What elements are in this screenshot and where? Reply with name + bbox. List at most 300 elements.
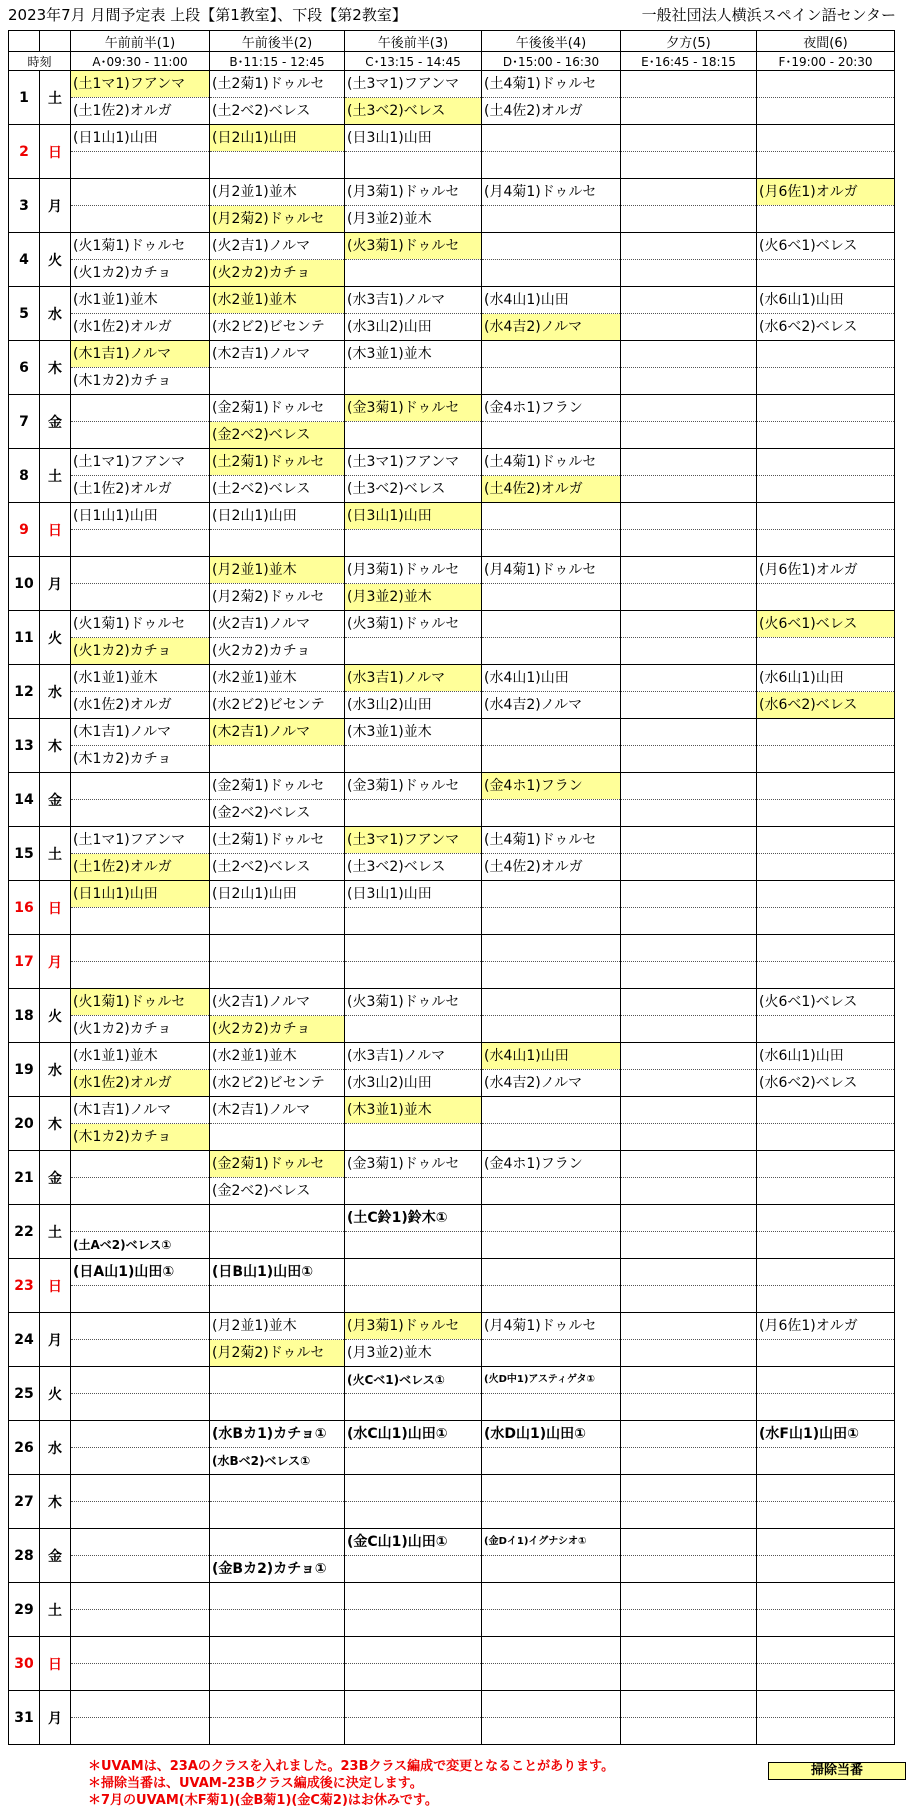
class-cell: (金2菊1)ドゥルセ <box>210 395 345 422</box>
class-cell: (火Cベ1)ベレス① <box>345 1367 482 1394</box>
class-cell: (火6ベ1)ベレス <box>757 989 895 1016</box>
class-cell: (土C鈴1)鈴木① <box>345 1205 482 1232</box>
class-cell <box>621 476 757 503</box>
class-cell <box>210 908 345 935</box>
class-cell <box>757 1178 895 1205</box>
class-cell <box>621 1475 757 1502</box>
weekday: 水 <box>40 287 71 341</box>
class-cell <box>71 1151 210 1178</box>
class-cell <box>345 1664 482 1691</box>
class-cell: (火1カ2)カチョ <box>71 638 210 665</box>
class-cell: (日2山1)山田 <box>210 503 345 530</box>
class-cell: (火1カ2)カチョ <box>71 1016 210 1043</box>
weekday: 月 <box>40 1691 71 1745</box>
weekday: 土 <box>40 71 71 125</box>
day-number: 3 <box>9 179 40 233</box>
day-number: 14 <box>9 773 40 827</box>
class-cell: (日A山1)山田① <box>71 1259 210 1286</box>
class-cell <box>345 1718 482 1745</box>
day-row-lower <box>9 1178 895 1205</box>
class-cell <box>757 1691 895 1718</box>
class-cell: (月3並2)並木 <box>345 1340 482 1367</box>
class-cell <box>621 773 757 800</box>
class-cell <box>757 260 895 287</box>
day-row-lower <box>9 746 895 773</box>
class-cell: (木1吉1)ノルマ <box>71 719 210 746</box>
day-number: 18 <box>9 989 40 1043</box>
class-cell <box>621 179 757 206</box>
weekday: 日 <box>40 125 71 179</box>
class-cell <box>757 368 895 395</box>
class-cell <box>482 1259 621 1286</box>
class-cell: (土3ベ2)ベレス <box>345 98 482 125</box>
class-cell <box>71 1610 210 1637</box>
class-cell <box>482 1286 621 1313</box>
class-cell: (水4吉2)ノルマ <box>482 1070 621 1097</box>
class-cell <box>482 935 621 962</box>
class-cell: (土1マ1)フアンマ <box>71 71 210 98</box>
class-cell: (土Aベ2)ベレス① <box>71 1232 210 1259</box>
day-row-upper <box>9 1043 895 1070</box>
class-cell <box>71 1637 210 1664</box>
day-row-upper <box>9 1475 895 1502</box>
class-cell <box>71 1178 210 1205</box>
class-cell: (日1山1)山田 <box>71 125 210 152</box>
day-row-upper <box>9 1691 895 1718</box>
class-cell <box>345 1691 482 1718</box>
class-cell <box>345 800 482 827</box>
class-cell <box>621 1367 757 1394</box>
day-row-upper <box>9 773 895 800</box>
day-row-upper <box>9 827 895 854</box>
day-row-upper <box>9 935 895 962</box>
day-number: 5 <box>9 287 40 341</box>
class-cell: (水6ベ2)ベレス <box>757 314 895 341</box>
class-cell: (火2カ2)カチョ <box>210 260 345 287</box>
class-cell <box>71 1367 210 1394</box>
day-number: 23 <box>9 1259 40 1313</box>
class-cell: (金Dイ1)イグナシオ① <box>482 1529 621 1556</box>
day-row-lower <box>9 152 895 179</box>
class-cell <box>621 746 757 773</box>
class-cell: (土1佐2)オルガ <box>71 854 210 881</box>
day-row-lower <box>9 1016 895 1043</box>
class-cell: (水2並1)並木 <box>210 665 345 692</box>
day-row-upper <box>9 1367 895 1394</box>
class-cell <box>757 1232 895 1259</box>
class-cell <box>621 800 757 827</box>
class-cell <box>71 584 210 611</box>
weekday: 火 <box>40 989 71 1043</box>
time-header-row <box>9 52 895 71</box>
day-row-upper <box>9 1151 895 1178</box>
class-cell <box>757 1610 895 1637</box>
class-cell <box>482 962 621 989</box>
class-cell <box>757 476 895 503</box>
class-cell: (月6佐1)オルガ <box>757 1313 895 1340</box>
day-row-lower <box>9 962 895 989</box>
day-row-lower <box>9 368 895 395</box>
class-cell: (月2菊2)ドゥルセ <box>210 584 345 611</box>
class-cell <box>621 719 757 746</box>
class-cell: (日1山1)山田 <box>71 881 210 908</box>
class-cell <box>71 1286 210 1313</box>
class-cell: (金4ホ1)フラン <box>482 1151 621 1178</box>
class-cell <box>482 638 621 665</box>
class-cell <box>345 1259 482 1286</box>
class-cell <box>621 1097 757 1124</box>
class-cell: (日2山1)山田 <box>210 881 345 908</box>
class-cell <box>71 962 210 989</box>
class-cell <box>621 1259 757 1286</box>
class-cell: (土1佐2)オルガ <box>71 98 210 125</box>
period-name: 午前前半(1) <box>71 31 210 52</box>
class-cell <box>757 1205 895 1232</box>
class-cell: (金2ベ2)ベレス <box>210 800 345 827</box>
day-number: 4 <box>9 233 40 287</box>
class-cell <box>621 1232 757 1259</box>
class-cell: (水1並1)並木 <box>71 665 210 692</box>
note-line: ＊7月のUVAM(木F菊1)(金B菊1)(金C菊2)はお休みです。 <box>88 1793 438 1808</box>
class-cell <box>757 530 895 557</box>
weekday: 日 <box>40 503 71 557</box>
class-cell <box>71 1448 210 1475</box>
class-cell: (土2ベ2)ベレス <box>210 854 345 881</box>
class-cell <box>482 233 621 260</box>
class-cell <box>71 935 210 962</box>
class-cell <box>71 1529 210 1556</box>
cleaning-duty-label: 掃除当番 <box>768 1762 906 1780</box>
class-cell <box>482 1637 621 1664</box>
day-row-lower <box>9 206 895 233</box>
class-cell: (水2並1)並木 <box>210 1043 345 1070</box>
class-cell: (金3菊1)ドゥルセ <box>345 395 482 422</box>
class-cell: (月2菊2)ドゥルセ <box>210 206 345 233</box>
class-cell: (水4山1)山田 <box>482 287 621 314</box>
class-cell <box>71 395 210 422</box>
class-cell: (月2並1)並木 <box>210 1313 345 1340</box>
class-cell: (土4佐2)オルガ <box>482 98 621 125</box>
class-cell: (火6ベ1)ベレス <box>757 233 895 260</box>
class-cell: (水6山1)山田 <box>757 665 895 692</box>
class-cell: (水4山1)山田 <box>482 665 621 692</box>
class-cell <box>71 800 210 827</box>
day-row-lower <box>9 98 895 125</box>
class-cell: (土3ベ2)ベレス <box>345 854 482 881</box>
class-cell <box>345 746 482 773</box>
class-cell <box>482 1610 621 1637</box>
class-cell <box>621 368 757 395</box>
class-cell <box>621 989 757 1016</box>
class-cell <box>71 1502 210 1529</box>
day-row-upper <box>9 1637 895 1664</box>
class-cell <box>71 1583 210 1610</box>
class-cell <box>482 152 621 179</box>
class-cell: (土4菊1)ドゥルセ <box>482 827 621 854</box>
class-cell <box>210 1718 345 1745</box>
class-cell: (土3マ1)フアンマ <box>345 71 482 98</box>
weekday: 水 <box>40 1421 71 1475</box>
class-cell <box>482 584 621 611</box>
class-cell <box>482 1718 621 1745</box>
class-cell: (火D中1)アスティゲタ① <box>482 1367 621 1394</box>
class-cell: (水1佐2)オルガ <box>71 692 210 719</box>
day-row-upper <box>9 1421 895 1448</box>
class-cell <box>482 422 621 449</box>
class-cell <box>621 341 757 368</box>
class-cell <box>621 314 757 341</box>
class-cell <box>482 1502 621 1529</box>
weekday: 金 <box>40 395 71 449</box>
class-cell: (日3山1)山田 <box>345 125 482 152</box>
class-cell: (水6ベ2)ベレス <box>757 692 895 719</box>
class-cell <box>621 1637 757 1664</box>
class-cell <box>345 1286 482 1313</box>
period-name: 夜間(6) <box>757 31 895 52</box>
class-cell: (日3山1)山田 <box>345 503 482 530</box>
class-cell: (土2菊1)ドゥルセ <box>210 449 345 476</box>
class-cell: (土2菊1)ドゥルセ <box>210 71 345 98</box>
day-row-upper <box>9 1205 895 1232</box>
day-number: 1 <box>9 71 40 125</box>
class-cell: (月3並2)並木 <box>345 584 482 611</box>
class-cell <box>71 557 210 584</box>
class-cell <box>757 935 895 962</box>
day-row-lower <box>9 1664 895 1691</box>
day-number: 15 <box>9 827 40 881</box>
period-time: D･15:00 - 16:30 <box>482 52 621 71</box>
class-cell: (水2ビ2)ビセンテ <box>210 692 345 719</box>
class-cell <box>621 1394 757 1421</box>
class-cell: (水2ビ2)ビセンテ <box>210 314 345 341</box>
class-cell: (金2菊1)ドゥルセ <box>210 773 345 800</box>
day-number: 25 <box>9 1367 40 1421</box>
weekday: 土 <box>40 1583 71 1637</box>
class-cell <box>757 395 895 422</box>
day-number: 22 <box>9 1205 40 1259</box>
class-cell: (水1佐2)オルガ <box>71 314 210 341</box>
class-cell: (水6ベ2)ベレス <box>757 1070 895 1097</box>
day-row-lower <box>9 1124 895 1151</box>
class-cell <box>621 665 757 692</box>
day-number: 17 <box>9 935 40 989</box>
class-cell <box>210 1367 345 1394</box>
class-cell <box>621 125 757 152</box>
class-cell: (火2カ2)カチョ <box>210 1016 345 1043</box>
class-cell <box>71 1691 210 1718</box>
class-cell <box>757 1637 895 1664</box>
class-cell <box>482 206 621 233</box>
weekday: 水 <box>40 1043 71 1097</box>
class-cell: (火2吉1)ノルマ <box>210 989 345 1016</box>
class-cell <box>71 1313 210 1340</box>
class-cell <box>210 1475 345 1502</box>
class-cell: (水F山1)山田① <box>757 1421 895 1448</box>
class-cell <box>757 1016 895 1043</box>
day-number: 6 <box>9 341 40 395</box>
class-cell <box>757 1502 895 1529</box>
class-cell <box>621 557 757 584</box>
class-cell <box>621 827 757 854</box>
class-cell: (月4菊1)ドゥルセ <box>482 179 621 206</box>
day-number: 10 <box>9 557 40 611</box>
class-cell <box>345 1637 482 1664</box>
class-cell <box>345 1178 482 1205</box>
class-cell: (木3並1)並木 <box>345 1097 482 1124</box>
class-cell <box>757 1475 895 1502</box>
day-number: 2 <box>9 125 40 179</box>
day-number: 24 <box>9 1313 40 1367</box>
class-cell: (水6山1)山田 <box>757 287 895 314</box>
class-cell: (土4佐2)オルガ <box>482 476 621 503</box>
period-name: 午後前半(3) <box>345 31 482 52</box>
class-cell <box>482 1232 621 1259</box>
class-cell <box>71 530 210 557</box>
class-cell: (土1佐2)オルガ <box>71 476 210 503</box>
class-cell: (水Bベ2)ベレス① <box>210 1448 345 1475</box>
day-row-lower <box>9 1718 895 1745</box>
weekday: 木 <box>40 341 71 395</box>
class-cell <box>621 1016 757 1043</box>
class-cell: (水3吉1)ノルマ <box>345 287 482 314</box>
weekday: 木 <box>40 1475 71 1529</box>
class-cell: (金Bカ2)カチョ① <box>210 1556 345 1583</box>
class-cell <box>757 638 895 665</box>
class-cell <box>757 827 895 854</box>
day-row-upper <box>9 719 895 746</box>
class-cell <box>621 1718 757 1745</box>
class-cell <box>621 260 757 287</box>
class-cell <box>757 1124 895 1151</box>
class-cell: (日1山1)山田 <box>71 503 210 530</box>
class-cell: (月4菊1)ドゥルセ <box>482 557 621 584</box>
class-cell <box>345 1232 482 1259</box>
class-cell <box>210 1610 345 1637</box>
class-cell <box>757 1664 895 1691</box>
day-number: 20 <box>9 1097 40 1151</box>
day-row-lower <box>9 476 895 503</box>
class-cell <box>71 422 210 449</box>
class-cell <box>757 1286 895 1313</box>
day-row-lower <box>9 1340 895 1367</box>
weekday: 金 <box>40 1151 71 1205</box>
class-cell <box>757 908 895 935</box>
class-cell <box>71 1664 210 1691</box>
class-cell <box>345 638 482 665</box>
class-cell <box>482 1583 621 1610</box>
day-row-lower <box>9 1394 895 1421</box>
class-cell <box>757 746 895 773</box>
day-number: 7 <box>9 395 40 449</box>
class-cell: (火3菊1)ドゥルセ <box>345 611 482 638</box>
class-cell: (木2吉1)ノルマ <box>210 719 345 746</box>
class-cell <box>210 1502 345 1529</box>
class-cell <box>482 530 621 557</box>
class-cell: (木3並1)並木 <box>345 719 482 746</box>
period-time: E･16:45 - 18:15 <box>621 52 757 71</box>
class-cell <box>621 1070 757 1097</box>
class-cell: (木1吉1)ノルマ <box>71 1097 210 1124</box>
day-row-upper <box>9 1313 895 1340</box>
class-cell <box>621 1691 757 1718</box>
day-row-upper <box>9 881 895 908</box>
class-cell <box>210 1394 345 1421</box>
class-cell <box>621 1610 757 1637</box>
day-row-upper <box>9 557 895 584</box>
class-cell <box>621 1151 757 1178</box>
class-cell <box>482 341 621 368</box>
class-cell: (火1菊1)ドゥルセ <box>71 233 210 260</box>
class-cell <box>345 908 482 935</box>
class-cell: (水4吉2)ノルマ <box>482 692 621 719</box>
day-row-lower <box>9 584 895 611</box>
period-header-row <box>9 31 895 52</box>
class-cell: (木1カ2)カチョ <box>71 368 210 395</box>
class-cell <box>621 1529 757 1556</box>
class-cell <box>345 1610 482 1637</box>
class-cell: (水2ビ2)ビセンテ <box>210 1070 345 1097</box>
class-cell: (土4菊1)ドゥルセ <box>482 71 621 98</box>
weekday: 土 <box>40 449 71 503</box>
class-cell <box>621 1178 757 1205</box>
day-number: 12 <box>9 665 40 719</box>
class-cell <box>482 1475 621 1502</box>
class-cell: (日3山1)山田 <box>345 881 482 908</box>
notes <box>88 1758 614 1809</box>
class-cell: (月3菊1)ドゥルセ <box>345 1313 482 1340</box>
class-cell <box>621 638 757 665</box>
class-cell: (火1カ2)カチョ <box>71 260 210 287</box>
class-cell: (火2吉1)ノルマ <box>210 611 345 638</box>
class-cell: (火2吉1)ノルマ <box>210 233 345 260</box>
class-cell <box>621 1124 757 1151</box>
class-cell <box>621 1502 757 1529</box>
class-cell <box>621 1448 757 1475</box>
class-cell <box>345 368 482 395</box>
class-cell <box>482 125 621 152</box>
class-cell <box>345 1016 482 1043</box>
day-row-upper <box>9 287 895 314</box>
class-cell: (金C山1)山田① <box>345 1529 482 1556</box>
class-cell: (水Bカ1)カチョ① <box>210 1421 345 1448</box>
class-cell <box>71 1475 210 1502</box>
period-name: 午前後半(2) <box>210 31 345 52</box>
day-row-lower <box>9 260 895 287</box>
class-cell <box>757 584 895 611</box>
weekday: 月 <box>40 179 71 233</box>
class-cell <box>621 1556 757 1583</box>
class-cell <box>757 422 895 449</box>
day-row-upper <box>9 71 895 98</box>
class-cell <box>345 962 482 989</box>
class-cell: (火1菊1)ドゥルセ <box>71 611 210 638</box>
class-cell: (水4山1)山田 <box>482 1043 621 1070</box>
class-cell <box>482 1124 621 1151</box>
period-time: C･13:15 - 14:45 <box>345 52 482 71</box>
class-cell: (金3菊1)ドゥルセ <box>345 773 482 800</box>
class-cell <box>757 1529 895 1556</box>
day-number: 30 <box>9 1637 40 1691</box>
weekday: 日 <box>40 881 71 935</box>
class-cell <box>210 1529 345 1556</box>
class-cell <box>71 1556 210 1583</box>
class-cell <box>210 1286 345 1313</box>
class-cell <box>210 152 345 179</box>
class-cell: (火2カ2)カチョ <box>210 638 345 665</box>
class-cell <box>621 611 757 638</box>
class-cell <box>482 1097 621 1124</box>
day-row-lower <box>9 1502 895 1529</box>
